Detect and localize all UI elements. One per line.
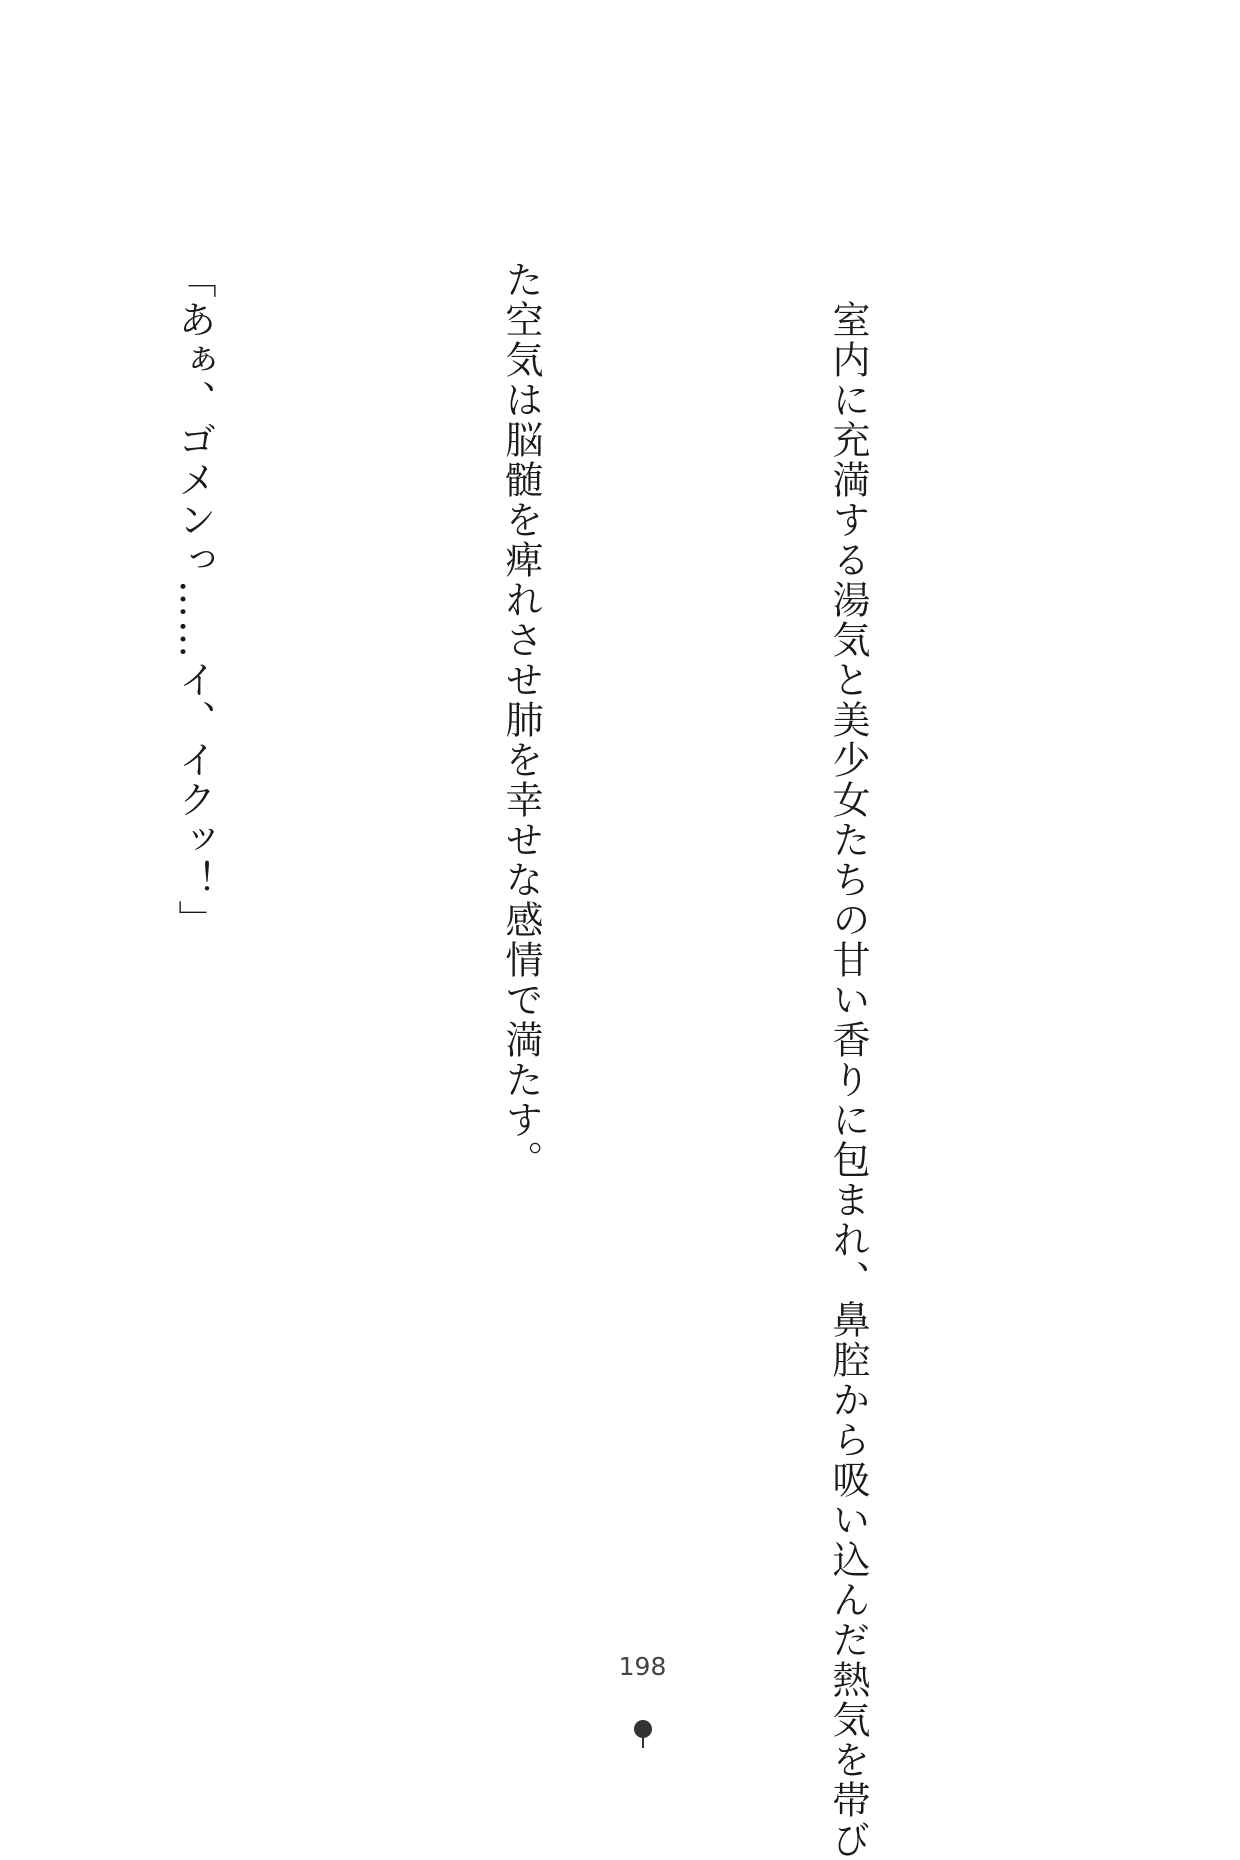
text-line: た空気は脳髄を痺れさせ肺を幸せな感情で満たす。 xyxy=(499,260,543,1180)
text-line: 「あぁ、ゴメンっ……イ、イクッ！」 xyxy=(172,260,216,940)
page-number: 198 xyxy=(618,1652,667,1681)
text-line: 室内に充満する湯気と美少女たちの甘い香りに包まれ、鼻腔から吸い込んだ熱気を帯び xyxy=(826,260,870,1860)
page-marker-line xyxy=(642,1736,644,1748)
